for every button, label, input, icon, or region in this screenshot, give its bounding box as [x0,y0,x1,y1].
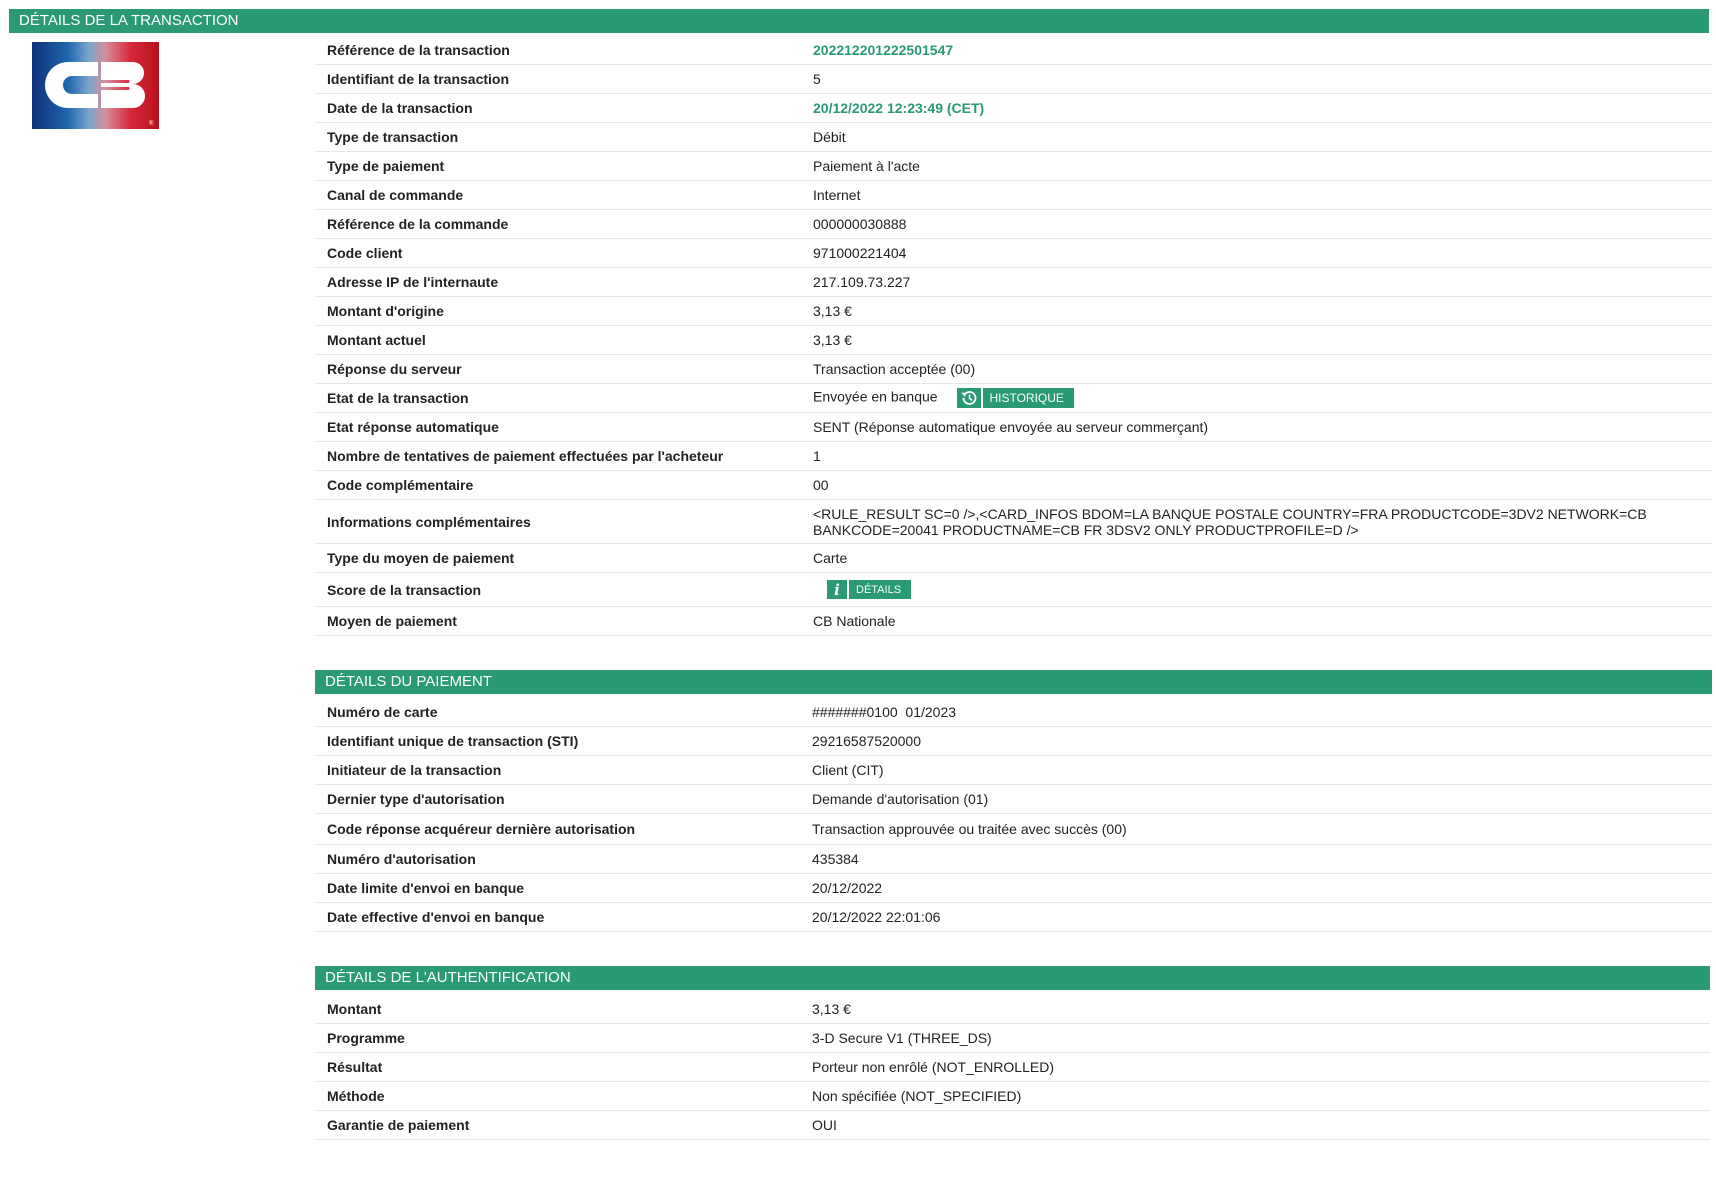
table-row [315,1082,1710,1111]
auth-details-header: DÉTAILS DE L'AUTHENTIFICATION [315,966,1710,990]
table-row [315,442,1712,471]
row-value: <RULE_RESULT SC=0 />,<CARD_INFOS BDOM=LA BANQUE POSTALE COUNTRY=FRA PRODUCTCODE=3DV2 NETWORK=CB BANKCODE=20041 PRODUCTNAME=CB FR 3DSV2 ONLY PRODUCTPROFILE=D /> [800,500,1712,544]
row-value: 5 [800,65,1712,94]
row-label: Date effective d'envoi en banque [315,903,799,932]
table-row [315,698,1712,727]
transaction-details-table [315,36,1712,636]
row-value [800,573,1712,607]
table-row [315,814,1712,845]
row-value: 435384 [799,845,1712,874]
historique-button[interactable] [957,388,1073,408]
row-label: Informations complémentaires [315,500,800,544]
row-value: Demande d'autorisation (01) [799,785,1712,814]
details-label: DÉTAILS [856,583,902,596]
table-row [315,995,1710,1024]
row-label: Code client [315,239,800,268]
table-row [315,181,1712,210]
row-label: Etat réponse automatique [315,413,800,442]
row-label: Montant d'origine [315,297,800,326]
row-value: 20/12/2022 22:01:06 [799,903,1712,932]
row-value: 1 [800,442,1712,471]
table-row [315,65,1712,94]
table-row [315,1111,1710,1140]
transaction-details-header: DÉTAILS DE LA TRANSACTION [9,9,1709,33]
row-value: 217.109.73.227 [800,268,1712,297]
row-label: Code réponse acquéreur dernière autorisation [315,814,799,845]
details-button[interactable] [827,580,911,599]
row-label: Type de transaction [315,123,800,152]
row-value: #######0100 01/2023 [799,698,1712,727]
row-value: Paiement à l'acte [800,152,1712,181]
row-label: Score de la transaction [315,573,800,607]
row-value: Transaction approuvée ou traitée avec succès (00) [799,814,1712,845]
row-label: Garantie de paiement [315,1111,799,1140]
table-row [315,384,1712,413]
table-row [315,607,1712,636]
row-label: Numéro de carte [315,698,799,727]
row-value: SENT (Réponse automatique envoyée au serveur commerçant) [800,413,1712,442]
row-label: Programme [315,1024,799,1053]
row-value: Débit [800,123,1712,152]
transaction-state: Envoyée en banque [813,388,938,405]
table-row [315,355,1712,384]
row-label: Dernier type d'autorisation [315,785,799,814]
row-value: 971000221404 [800,239,1712,268]
transaction-date: 20/12/2022 12:23:49 (CET) [800,94,1712,123]
table-row [315,500,1712,544]
row-label: Réponse du serveur [315,355,800,384]
table-row [315,36,1712,65]
table-row [315,210,1712,239]
row-label: Etat de la transaction [315,384,800,413]
payment-details-header: DÉTAILS DU PAIEMENT [315,670,1712,694]
row-label: Méthode [315,1082,799,1111]
row-label: Code complémentaire [315,471,800,500]
row-value: 00 [800,471,1712,500]
row-label: Type du moyen de paiement [315,544,800,573]
row-value [800,384,1712,413]
row-label: Numéro d'autorisation [315,845,799,874]
cb-logo [32,42,159,129]
table-row [315,544,1712,573]
payment-details-table [315,698,1712,932]
row-value: 3,13 € [800,326,1712,355]
table-row [315,94,1712,123]
row-label: Adresse IP de l'internaute [315,268,800,297]
historique-label: HISTORIQUE [989,391,1064,405]
table-row [315,903,1712,932]
row-label: Type de paiement [315,152,800,181]
row-label: Date de la transaction [315,94,800,123]
table-row [315,297,1712,326]
history-icon [957,388,983,408]
table-row [315,785,1712,814]
table-row [315,152,1712,181]
table-row [315,326,1712,355]
info-icon: i [827,580,849,599]
row-label: Date limite d'envoi en banque [315,874,799,903]
row-label: Identifiant unique de transaction (STI) [315,727,799,756]
row-label: Résultat [315,1053,799,1082]
row-value: Non spécifiée (NOT_SPECIFIED) [799,1082,1710,1111]
row-value: Porteur non enrôlé (NOT_ENROLLED) [799,1053,1710,1082]
row-value: Client (CIT) [799,756,1712,785]
svg-text:®: ® [149,121,154,127]
row-value: Carte [800,544,1712,573]
row-value: 3-D Secure V1 (THREE_DS) [799,1024,1710,1053]
table-row [315,756,1712,785]
row-value: CB Nationale [800,607,1712,636]
table-row [315,845,1712,874]
row-label: Identifiant de la transaction [315,65,800,94]
row-label: Nombre de tentatives de paiement effectuées par l'acheteur [315,442,800,471]
row-label: Moyen de paiement [315,607,800,636]
table-row [315,123,1712,152]
row-label: Montant actuel [315,326,800,355]
row-label: Canal de commande [315,181,800,210]
table-row [315,268,1712,297]
table-row [315,727,1712,756]
row-value: 3,13 € [800,297,1712,326]
row-value: OUI [799,1111,1710,1140]
row-label: Montant [315,995,799,1024]
table-row [315,1024,1710,1053]
row-value: 29216587520000 [799,727,1712,756]
row-label: Référence de la commande [315,210,800,239]
row-value: Internet [800,181,1712,210]
auth-details-table [315,995,1710,1140]
row-label: Initiateur de la transaction [315,756,799,785]
row-value: 20/12/2022 [799,874,1712,903]
table-row [315,239,1712,268]
table-row [315,1053,1710,1082]
row-label: Référence de la transaction [315,36,800,65]
table-row [315,413,1712,442]
table-row [315,573,1712,607]
table-row [315,471,1712,500]
row-value: 3,13 € [799,995,1710,1024]
row-value: Transaction acceptée (00) [800,355,1712,384]
row-value: 000000030888 [800,210,1712,239]
table-row [315,874,1712,903]
transaction-reference: 202212201222501547 [800,36,1712,65]
